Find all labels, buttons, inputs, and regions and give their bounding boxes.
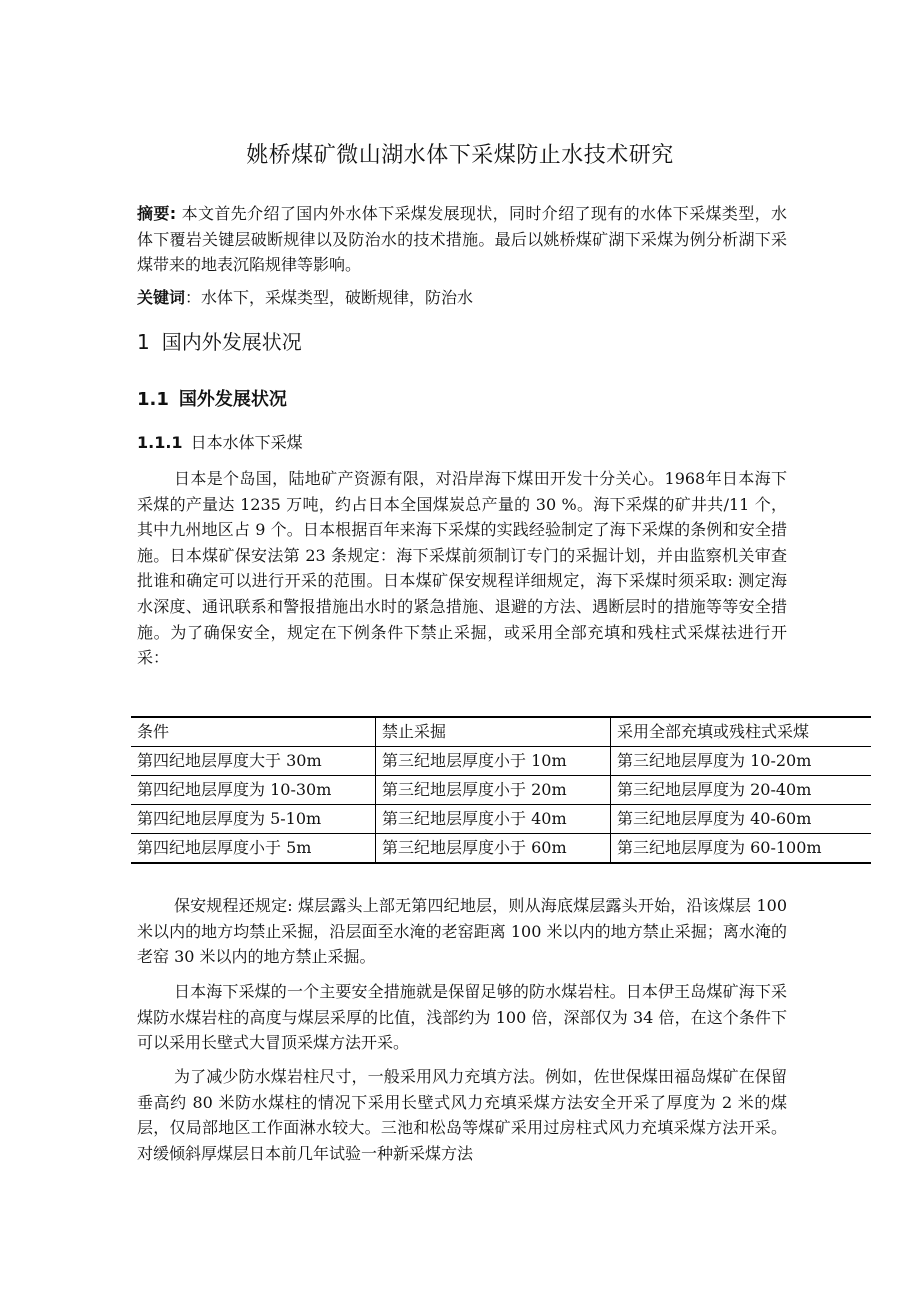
table-cell: 第四纪地层厚度为 10-30m — [137, 780, 332, 799]
keywords — [137, 285, 787, 311]
table-cell: 第三纪地层厚度小于 60m — [376, 834, 611, 864]
table-header-row — [131, 717, 871, 747]
table-cell: 第四纪地层厚度小于 5m — [137, 838, 312, 857]
keywords-text: ：水体下，采煤类型，破断规律，防治水 — [185, 288, 474, 307]
table-cell: 第三纪地层厚度为 20-40m — [611, 776, 872, 805]
section-heading-1-1-1 — [137, 431, 303, 455]
section-title: 国内外发展状况 — [161, 330, 302, 354]
table-cell: 第三纪地层厚度为 40-60m — [611, 805, 872, 834]
table-cell: 第四纪地层厚度为 5-10m — [137, 809, 322, 828]
table-header-cell: 条件 — [137, 722, 170, 741]
section-number: 1.1.1 — [137, 433, 183, 452]
keywords-label: 关键词 — [137, 288, 186, 307]
table-header-cell: 采用全部充填或残柱式采煤 — [611, 717, 872, 747]
mining-conditions-table — [131, 716, 871, 864]
abstract — [137, 201, 787, 278]
section-heading-1 — [137, 328, 302, 356]
body-paragraph: 日本是个岛国，陆地矿产资源有限，对沿岸海下煤田开发十分关心。1968年日本海下采煤的产量达 1235 万吨，约占日本全国煤炭总产量的 30 %。海下采煤的矿井共/11 个，其中九州地区占 9 个。日本根据百年来海下采煤的实践经验制定了海下采煤的条例和安全措施。日本煤矿保安法第 23 条规定：海下采煤前须制订专门的采掘计划，并由监察机关审查批谁和确定可以进行开采的范围。日本煤矿保安规程详细规定，海下采煤时须采取: 测定海水深度、通讯联系和警报措施出水时的紧急措施、退避的方法、遇断层时的措施等等安全措施。为了确保安全，规定在下例条件下禁止采掘，或采用全部充填和残柱式采煤祛进行开采： — [137, 469, 787, 668]
table-header-cell: 禁止采掘 — [376, 717, 611, 747]
table-cell: 第三纪地层厚度为 60-100m — [611, 834, 872, 864]
section-title: 日本水体下采煤 — [190, 433, 303, 452]
table-row — [131, 805, 871, 834]
table-cell: 第三纪地层厚度小于 40m — [376, 805, 611, 834]
abstract-text: 本文首先介绍了国内外水体下采煤发展现状，同时介绍了现有的水体下采煤类型，水体下覆岩关键层破断规律以及防治水的技术措施。最后以姚桥煤矿湖下采煤为例分析湖下采煤带来的地表沉陷规律等影响。 — [137, 204, 787, 275]
section-number: 1 — [137, 330, 150, 354]
abstract-label: 摘要: — [137, 204, 177, 223]
table-row — [131, 747, 871, 776]
body-paragraph: 日本海下采煤的一个主要安全措施就是保留足够的防水煤岩柱。日本伊王岛煤矿海下采煤防水煤岩柱的高度与煤层采厚的比值，浅部约为 100 倍，深部仅为 34 倍，在这个条件下可以采用长壁式大冒顶采煤方法开采。 — [137, 982, 787, 1053]
section-number: 1.1 — [137, 389, 169, 410]
section-title: 国外发展状况 — [178, 389, 287, 410]
body-paragraph: 保安规程还规定: 煤层露头上部无第四纪地层，则从海底煤层露头开始，沿该煤层 100 米以内的地方均禁止采掘，沿层面至水淹的老窑距离 100 米以内的地方禁止采掘；离水淹的老窑 30 米以内的地方禁止采掘。 — [137, 896, 787, 967]
body-paragraph: 为了减少防水煤岩柱尺寸，一般采用风力充填方法。例如，佐世保煤田福岛煤矿在保留垂高约 80 米防水煤柱的情况下采用长壁式风力充填采煤方法安全开采了厚度为 2 米的煤层，仅局部地区工作面淋水较大。三池和松岛等煤矿采用过房柱式风力充填采煤方法开采。对缓倾斜厚煤层日本前几年试验一种新采煤方法 — [137, 1067, 787, 1163]
table-row — [131, 834, 871, 864]
table-row — [131, 776, 871, 805]
table-cell: 第三纪地层厚度小于 10m — [376, 747, 611, 776]
document-title: 姚桥煤矿微山湖水体下采煤防止水技术研究 — [246, 143, 674, 168]
section-heading-1-1 — [137, 387, 287, 413]
table-cell: 第三纪地层厚度为 10-20m — [611, 747, 872, 776]
table-cell: 第四纪地层厚度大于 30m — [137, 751, 322, 770]
table-cell: 第三纪地层厚度小于 20m — [376, 776, 611, 805]
